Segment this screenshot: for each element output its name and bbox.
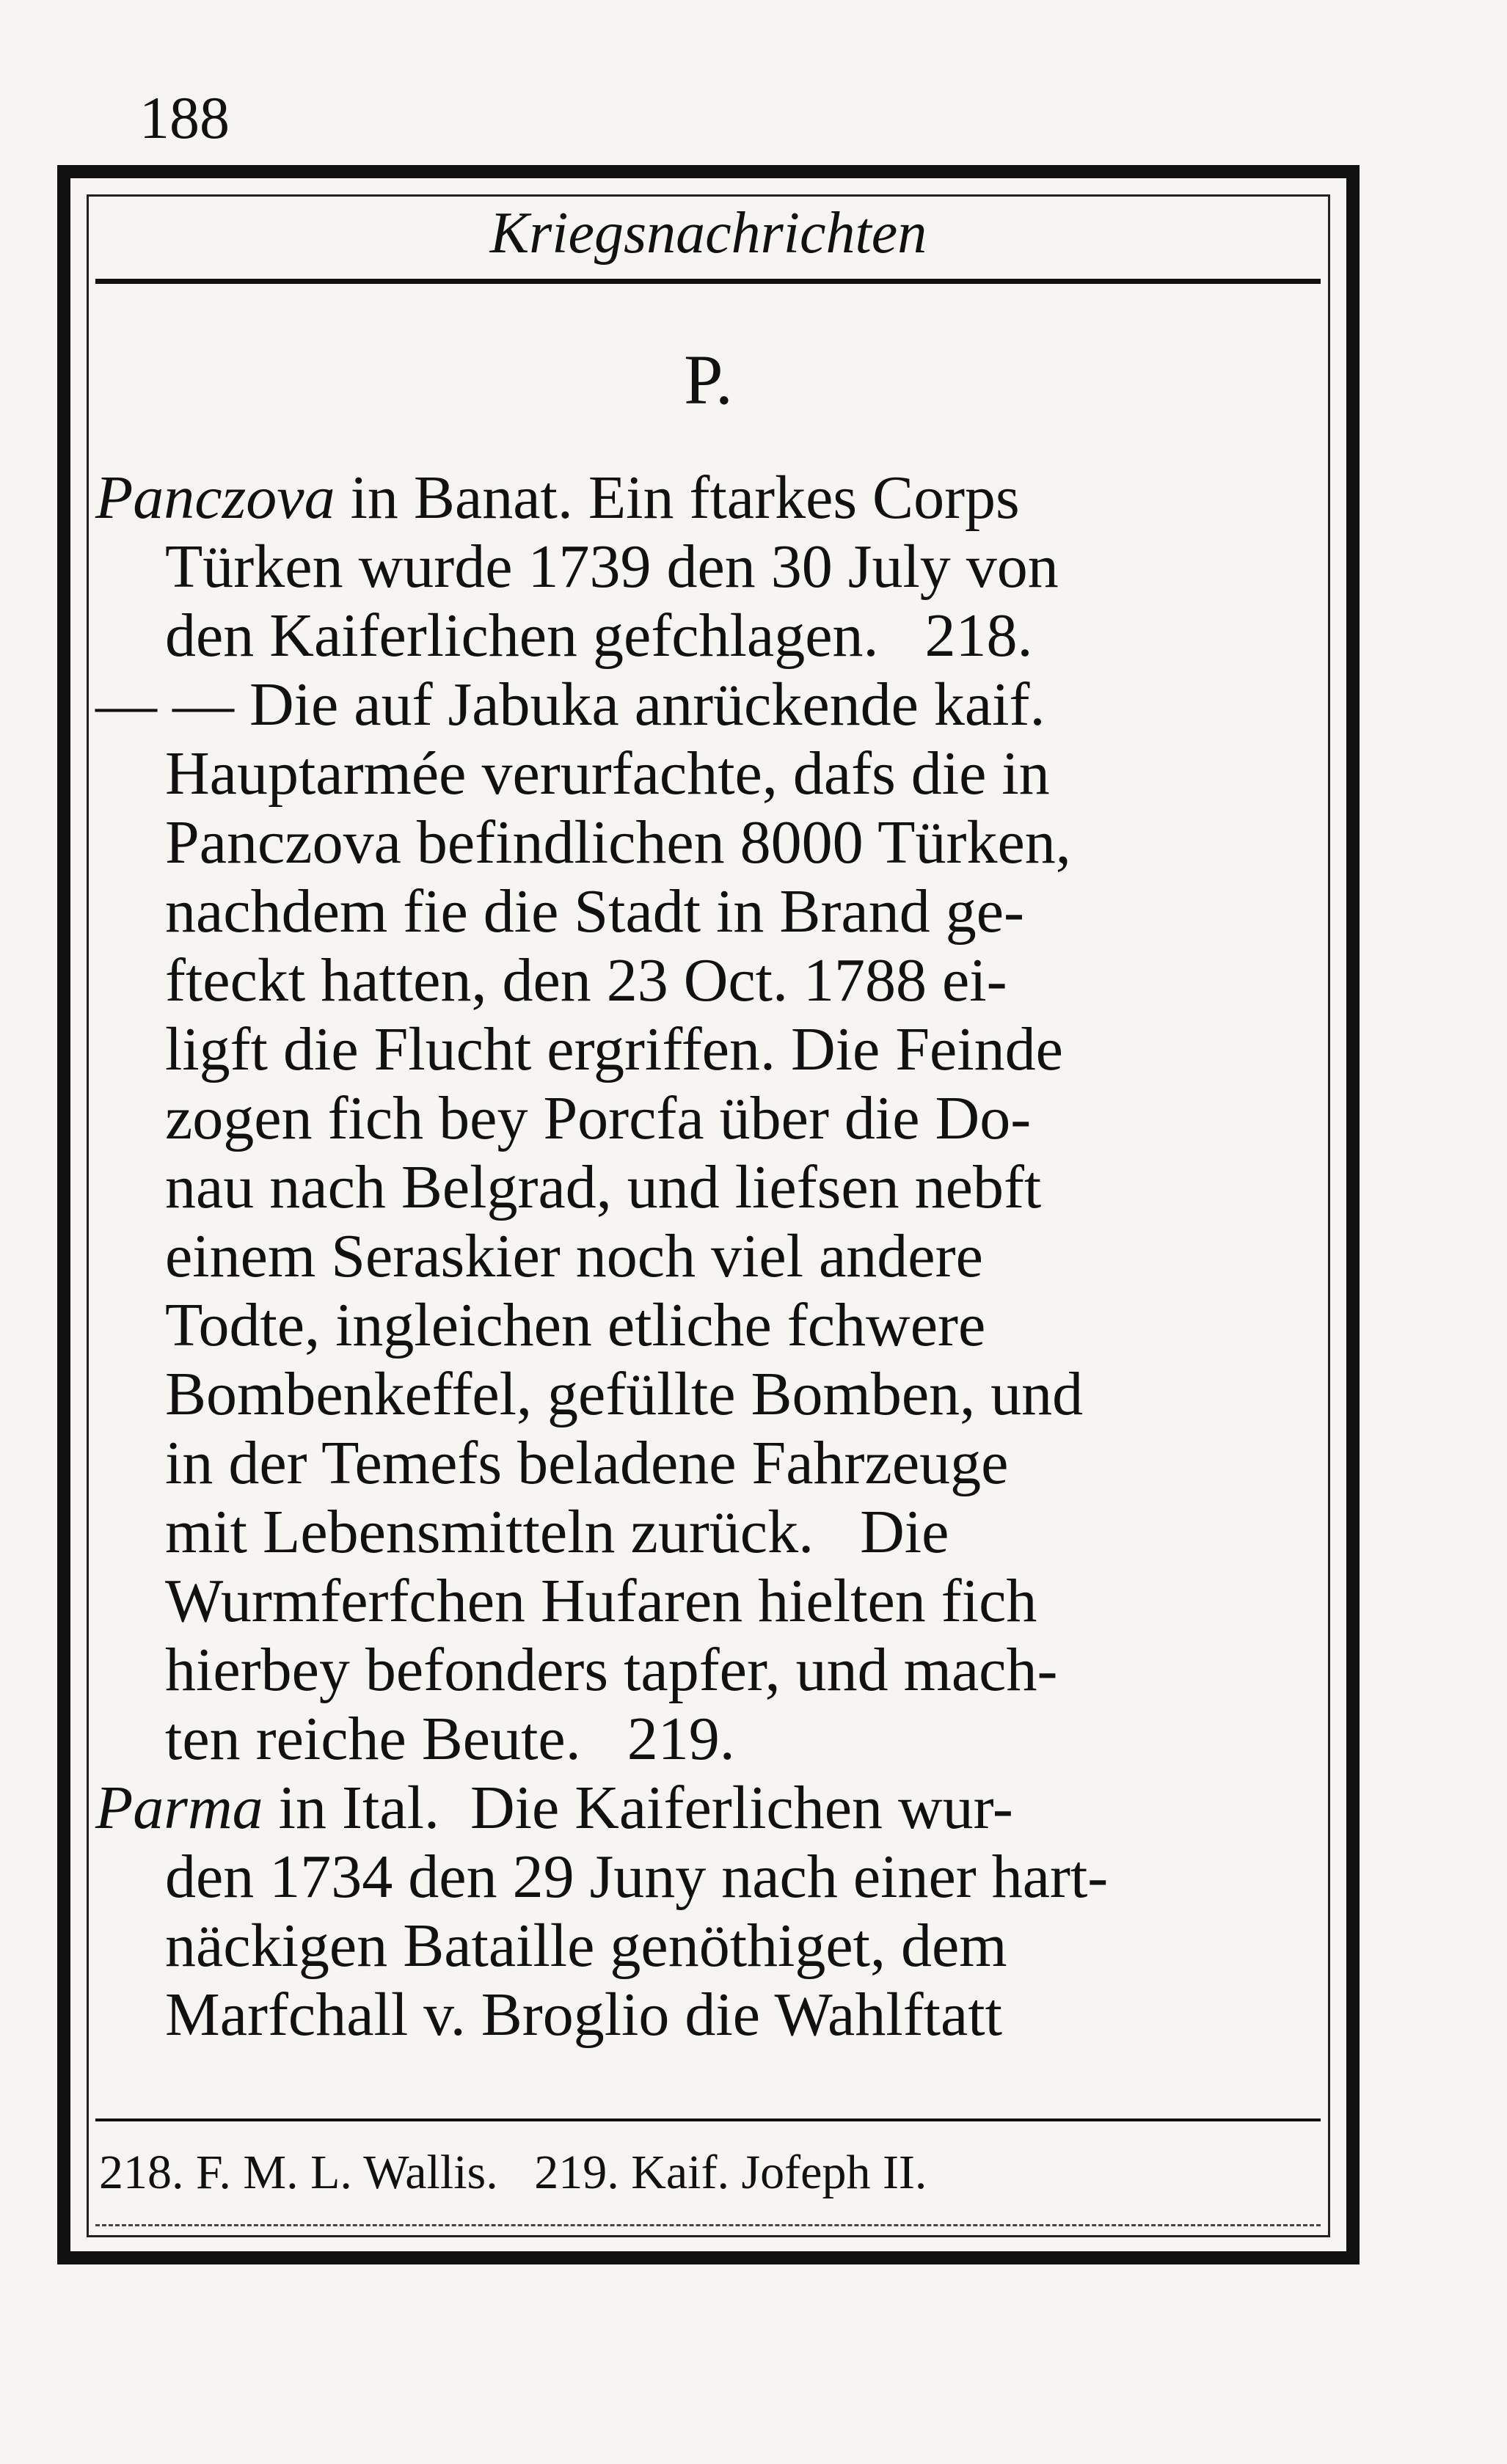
entry-line: zogen fich bey Porcfa über die Do- — [165, 1084, 1032, 1152]
entry-line — [95, 1774, 1328, 1843]
footnote-rule — [95, 2118, 1321, 2121]
entry-line: nau nach Belgrad, und liefsen nebft — [165, 1153, 1042, 1221]
entry-line: den Kaiferlichen gefchlagen. 218. — [165, 602, 1033, 670]
entry-line: einem Seraskier noch viel andere — [165, 1222, 983, 1290]
entry-line — [95, 464, 1328, 533]
entry-term: Parma — [95, 1774, 263, 1842]
bottom-dashed-rule — [95, 2224, 1321, 2226]
page-number: 188 — [139, 84, 230, 151]
entry-line: ten reiche Beute. 219. — [165, 1705, 735, 1773]
entry-line: mit Lebensmitteln zurück. Die — [165, 1498, 949, 1566]
entry-term: Panczova — [95, 464, 335, 532]
entry-line: — — Die auf Jabuka anrückende kaif. — [95, 670, 1046, 739]
entry-line: ligft die Flucht ergriffen. Die Feinde — [165, 1015, 1063, 1083]
entry-line: hierbey befonders tapfer, und mach- — [165, 1636, 1058, 1704]
footnote: 218. F. M. L. Wallis. 219. Kaif. Jofeph II. — [99, 2146, 927, 2199]
entry-line: Todte, ingleichen etliche fchwere — [165, 1291, 986, 1359]
entry-text: in Banat. Ein ftarkes Corps — [335, 464, 1020, 532]
entry-line: Wurmferfchen Hufaren hielten fich — [165, 1567, 1037, 1635]
entry-line: Panczova befindlichen 8000 Türken, — [165, 808, 1071, 877]
entry-line: Bombenkeffel, gefüllte Bomben, und — [165, 1360, 1084, 1428]
entry-line: in der Temefs beladene Fahrzeuge — [165, 1429, 1009, 1497]
entry-text: in Ital. Die Kaiferlichen wur- — [263, 1774, 1013, 1842]
header-rule — [95, 279, 1321, 284]
section-letter: P. — [684, 340, 733, 419]
entry-line: den 1734 den 29 Juny nach einer hart- — [165, 1843, 1109, 1911]
running-head: Kriegsnachrichten — [489, 201, 927, 266]
entry-line: Marfchall v. Broglio die Wahlftatt — [165, 1981, 1002, 2049]
entry-line: fteckt hatten, den 23 Oct. 1788 ei- — [165, 946, 1007, 1015]
entries-body — [95, 464, 1328, 2050]
entry-line: Hauptarmée verurfachte, dafs die in — [165, 739, 1050, 808]
entry-line: nachdem fie die Stadt in Brand ge- — [165, 877, 1024, 946]
entry-line: näckigen Bataille genöthiget, dem — [165, 1912, 1007, 1980]
entry-line: Türken wurde 1739 den 30 July von — [165, 533, 1059, 601]
